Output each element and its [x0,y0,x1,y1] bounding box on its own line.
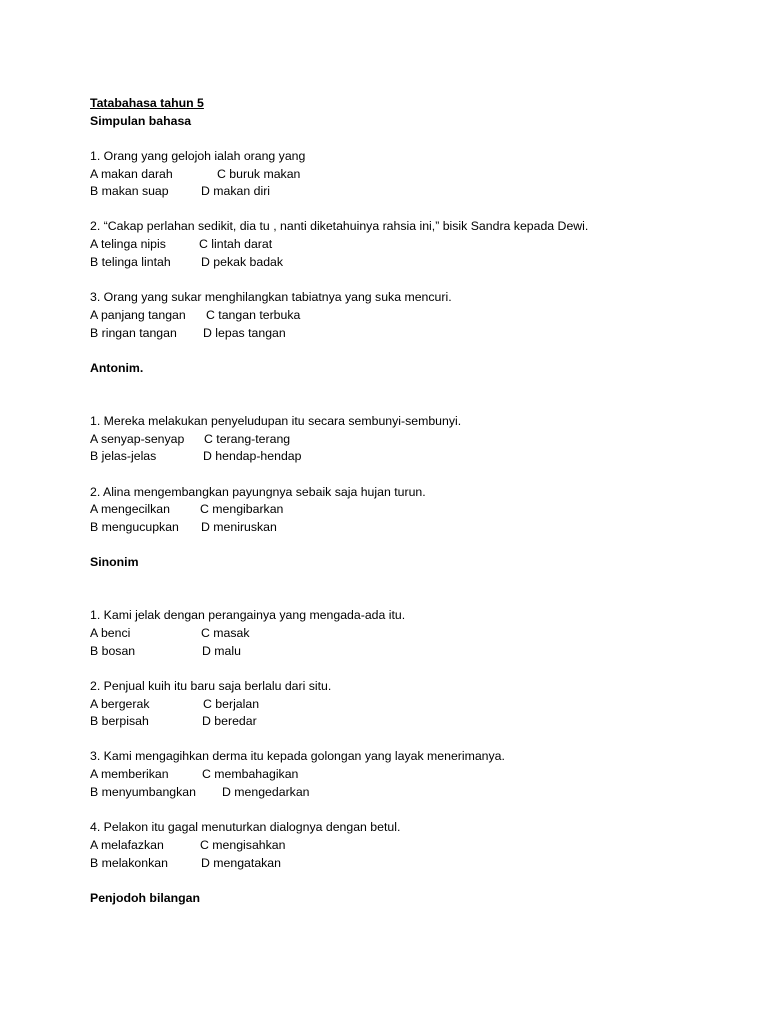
option-b: B bosan [90,644,136,658]
option-b: B makan suap [90,184,169,198]
option-d: D mengatakan [201,856,281,870]
option-c: C lintah darat [199,237,273,251]
option-a: A telinga nipis [90,237,166,251]
section-heading: Simpulan bahasa [90,114,192,128]
question-text: 2. Penjual kuih itu baru saja berlalu dari situ. [90,679,332,693]
section-heading: Penjodoh bilangan [90,891,200,905]
option-c: C tangan terbuka [206,308,301,322]
option-c: C berjalan [203,697,260,711]
question-text: 1. Kami jelak dengan perangainya yang mengada-ada itu. [90,608,406,622]
option-c: C mengisahkan [200,838,286,852]
option-d: D pekak badak [201,255,284,269]
option-a: A panjang tangan [90,308,186,322]
option-b: B mengucupkan [90,520,179,534]
question-text: 3. Orang yang sukar menghilangkan tabiatnya yang suka mencuri. [90,290,452,304]
option-a: A mengecilkan [90,502,170,516]
option-d: D malu [202,644,241,658]
document-title: Tatabahasa tahun 5 [90,96,204,110]
option-d: D mengedarkan [222,785,310,799]
option-d: D lepas tangan [203,326,286,340]
option-a: A melafazkan [90,838,164,852]
option-a: A makan darah [90,167,173,181]
option-a: A memberikan [90,767,169,781]
option-b: B melakonkan [90,856,168,870]
question-text: 3. Kami mengagihkan derma itu kepada golongan yang layak menerimanya. [90,749,505,763]
option-c: C masak [201,626,250,640]
option-b: B menyumbangkan [90,785,196,799]
option-c: C terang-terang [204,432,291,446]
question-text: 4. Pelakon itu gagal menuturkan dialognya dengan betul. [90,820,401,834]
option-b: B jelas-jelas [90,449,157,463]
section-heading: Sinonim [90,555,139,569]
option-c: C membahagikan [202,767,299,781]
question-text: 2. “Cakap perlahan sedikit, dia tu , nanti diketahuinya rahsia ini,” bisik Sandra kepada Dewi. [90,219,589,233]
option-b: B ringan tangan [90,326,177,340]
question-text: 2. Alina mengembangkan payungnya sebaik saja hujan turun. [90,485,426,499]
option-a: A senyap-senyap [90,432,185,446]
option-c: C buruk makan [217,167,301,181]
option-a: A benci [90,626,131,640]
option-a: A bergerak [90,697,150,711]
question-text: 1. Mereka melakukan penyeludupan itu secara sembunyi-sembunyi. [90,414,462,428]
option-b: B telinga lintah [90,255,171,269]
question-text: 1. Orang yang gelojoh ialah orang yang [90,149,306,163]
option-d: D beredar [202,714,257,728]
option-d: D meniruskan [201,520,277,534]
option-c: C mengibarkan [200,502,284,516]
option-b: B berpisah [90,714,149,728]
section-heading: Antonim. [90,361,144,375]
option-d: D hendap-hendap [203,449,302,463]
option-d: D makan diri [201,184,271,198]
